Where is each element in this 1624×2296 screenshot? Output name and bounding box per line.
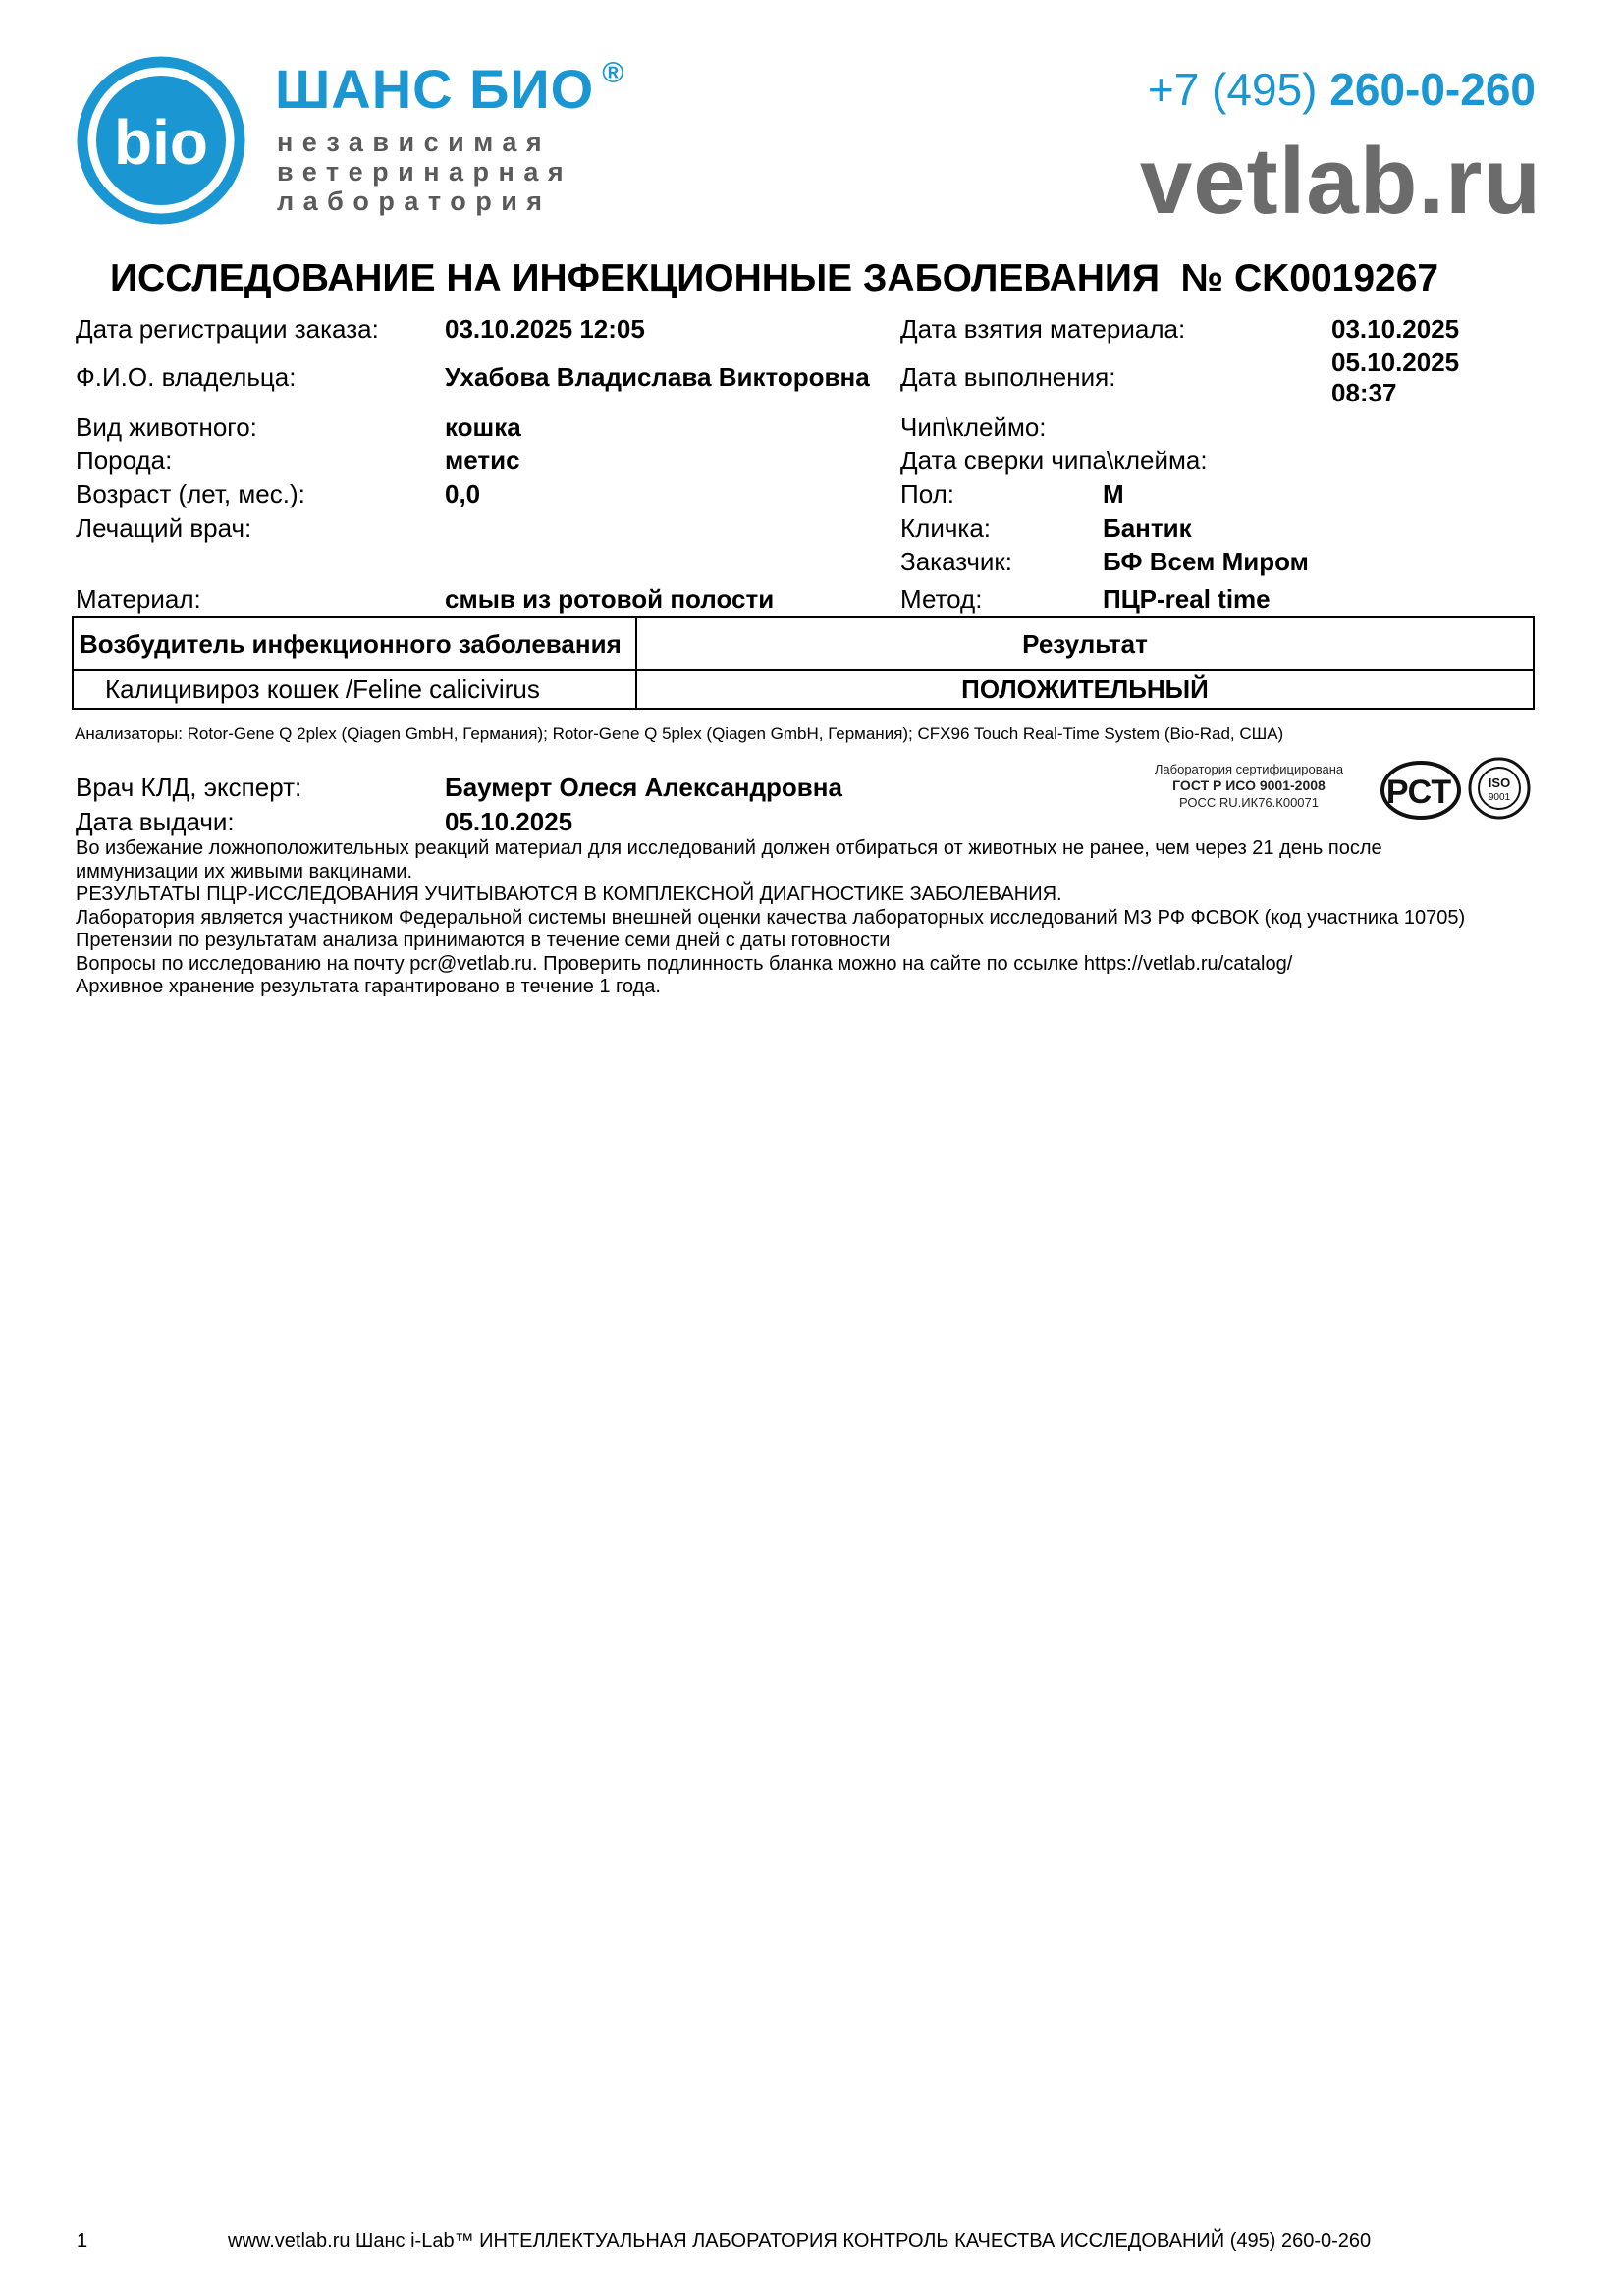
- note-line: Архивное хранение результата гарантировано в течение 1 года.: [76, 976, 661, 997]
- note-line: РЕЗУЛЬТАТЫ ПЦР-ИССЛЕДОВАНИЯ УЧИТЫВАЮТСЯ В КОМПЛЕКСНОЙ ДИАГНОСТИКЕ ЗАБОЛЕВАНИЯ.: [76, 883, 1062, 905]
- breed-value: метис: [445, 446, 520, 475]
- result-cell: ПОЛОЖИТЕЛЬНЫЙ: [636, 670, 1534, 709]
- breed-label: Порода:: [76, 446, 173, 475]
- method-label: Метод:: [900, 584, 983, 614]
- phone-main: 260-0-260: [1329, 64, 1536, 115]
- footer-text: www.vetlab.ru Шанс i-Lab™ ИНТЕЛЛЕКТУАЛЬНАЯ ЛАБОРАТОРИЯ КОНТРОЛЬ КАЧЕСТВА ИССЛЕДОВАНИЙ (495) 260-0-260: [228, 2230, 1372, 2252]
- certification-line-3: РОСС RU.ИК76.К00071: [1179, 795, 1319, 810]
- note-line: Претензии по результатам анализа принимаются в течение семи дней с даты готовности: [76, 930, 891, 951]
- expert-value: Баумерт Олеся Александровна: [445, 773, 842, 802]
- result-column-header: Результат: [636, 617, 1534, 670]
- iso-seal-text: ISO: [1488, 775, 1511, 790]
- brand-tagline-2: ветеринарная: [277, 157, 573, 187]
- brand-tagline-1: независимая: [277, 128, 552, 157]
- pet-name-label: Кличка:: [900, 513, 992, 543]
- sex-label: Пол:: [900, 479, 954, 508]
- customer-value: БФ Всем Миром: [1103, 547, 1309, 576]
- note-line: Во избежание ложноположительных реакций материал для исследований должен отбираться от животных не ранее, чем через 21 день после: [76, 837, 1382, 859]
- phone-prefix: +7 (495): [1147, 64, 1330, 115]
- logo-text: bio: [114, 107, 208, 178]
- expert-label: Врач КЛД, эксперт:: [76, 773, 302, 802]
- phone-number: [1148, 63, 1536, 116]
- site-name: vetlab.ru: [1139, 129, 1542, 234]
- done-date-value: 05.10.2025: [1331, 347, 1460, 377]
- notes-block: [76, 837, 1470, 999]
- registered-mark: ®: [602, 57, 625, 89]
- brand-tagline-3: лаборатория: [277, 187, 552, 216]
- sample-date-value: 03.10.2025: [1331, 314, 1460, 344]
- sample-date-label: Дата взятия материала:: [900, 314, 1186, 344]
- bio-logo-icon: [77, 56, 245, 225]
- sex-value: М: [1103, 479, 1124, 508]
- doctor-label: Лечащий врач:: [76, 513, 252, 543]
- brand-name: [275, 57, 624, 121]
- species-value: кошка: [445, 412, 521, 442]
- certification-text: [1127, 761, 1371, 811]
- certification-line-1: Лаборатория сертифицирована: [1154, 762, 1344, 776]
- age-value: 0,0: [445, 479, 481, 508]
- document-title: ИССЛЕДОВАНИЕ НА ИНФЕКЦИОННЫЕ ЗАБОЛЕВАНИЯ № CK0019267: [110, 257, 1439, 299]
- material-value: смыв из ротовой полости: [445, 584, 775, 614]
- analyzers-note: Анализаторы: Rotor-Gene Q 2plex (Qiagen GmbH, Германия); Rotor-Gene Q 5plex (Qiagen GmbH, Германия); CFX96 Touch Real-Time System (Bio-Rad, США): [75, 724, 1284, 743]
- note-line: Лаборатория является участником Федеральной системы внешней оценки качества лабораторных исследований МЗ РФ ФСВОК (код участника 10705): [76, 906, 1466, 929]
- iso-seal-number: 9001: [1488, 792, 1511, 803]
- chip-label: Чип\клеймо:: [900, 412, 1047, 442]
- note-line: иммунизации их живыми вакцинами.: [76, 860, 413, 882]
- page-number: 1: [77, 2230, 88, 2252]
- chip-check-label: Дата сверки чипа\клейма:: [900, 446, 1208, 475]
- issue-date-label: Дата выдачи:: [76, 807, 235, 836]
- iso-seal-icon: [1467, 756, 1532, 821]
- pathogen-column-header: Возбудитель инфекционного заболевания: [73, 617, 636, 670]
- age-label: Возраст (лет, мес.):: [76, 479, 305, 508]
- results-table: [72, 616, 1535, 710]
- species-label: Вид животного:: [76, 412, 257, 442]
- issue-date-value: 05.10.2025: [445, 807, 573, 836]
- reg-date-label: Дата регистрации заказа:: [76, 314, 379, 344]
- rst-mark-text: РСТ: [1385, 774, 1452, 811]
- pet-name-value: Бантик: [1103, 513, 1192, 543]
- note-line: Вопросы по исследованию на почту pcr@vetlab.ru. Проверить подлинность бланка можно на сайте по ссылке https://vetlab.ru/catalog/: [76, 952, 1293, 975]
- done-time-value: 08:37: [1331, 378, 1397, 407]
- material-label: Материал:: [76, 584, 201, 614]
- table-row: [73, 670, 1534, 709]
- table-header-row: [73, 617, 1534, 670]
- done-date-label: Дата выполнения:: [900, 362, 1116, 392]
- owner-value: Ухабова Владислава Викторовна: [445, 362, 870, 392]
- rst-mark-icon: [1380, 760, 1462, 821]
- customer-label: Заказчик:: [900, 547, 1013, 576]
- reg-date-value: 03.10.2025 12:05: [445, 314, 645, 344]
- method-value: ПЦР-real time: [1103, 584, 1271, 614]
- owner-label: Ф.И.О. владельца:: [76, 362, 297, 392]
- brand-name-text: ШАНС БИО: [275, 58, 595, 120]
- certification-line-2: ГОСТ Р ИСО 9001-2008: [1172, 777, 1326, 793]
- pathogen-cell: Калицивироз кошек /Feline calicivirus: [73, 670, 636, 709]
